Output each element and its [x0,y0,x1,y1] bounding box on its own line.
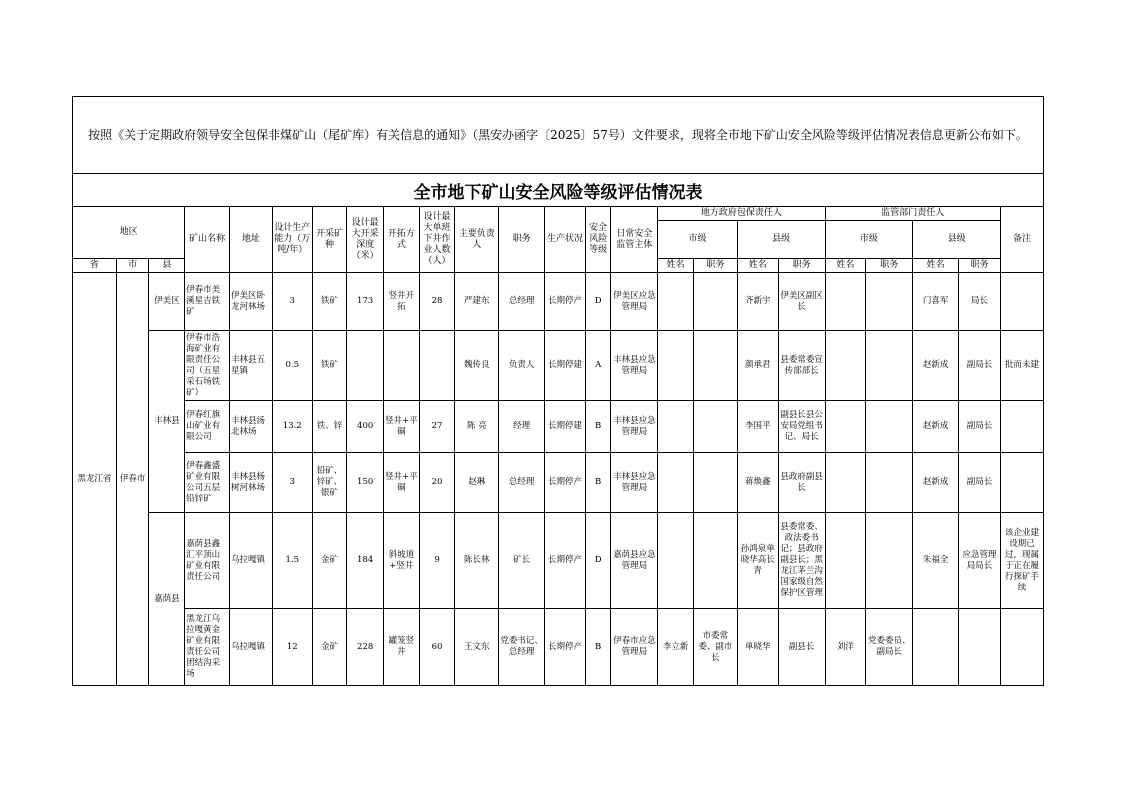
depth-cell: 150 [347,453,384,513]
header-gov-responsible: 地方政府包保责任人 [658,207,825,221]
dept-city-name-cell [825,453,866,513]
depth-cell: 173 [347,273,384,331]
address-cell: 乌拉嘎镇 [230,609,273,686]
header-dept-county-duty: 职务 [959,259,1001,273]
table-title: 全市地下矿山安全风险等级评估情况表 [72,174,1044,206]
mine-name-cell: 黑龙江乌拉嘎黄金矿业有限责任公司团结沟采场 [185,609,230,686]
method-cell [384,331,420,401]
risk-cell: A [585,331,610,401]
risk-cell: B [585,401,610,453]
dept-county-duty-cell: 副局长 [959,401,1001,453]
mineral-cell: 金矿 [312,609,347,686]
dept-city-duty-cell [866,453,913,513]
table-row [73,513,1044,609]
gov-city-name-cell [658,513,694,609]
method-cell: 罐笼竖井 [384,609,420,686]
header-city: 市 [116,259,149,273]
status-cell: 长期停建 [545,331,586,401]
risk-cell: B [585,609,610,686]
header-principal: 主要负责人 [455,207,499,273]
city-cell: 伊春市 [116,273,149,686]
mineral-cell: 铁矿 [312,331,347,401]
header-province: 省 [73,259,117,273]
regulator-cell: 丰林县应急管理局 [611,401,658,453]
risk-cell: D [585,513,610,609]
gov-city-name-cell [658,453,694,513]
header-county: 县 [149,259,185,273]
gov-city-duty-cell: 市委常委、副市长 [693,609,737,686]
intro-paragraph: 按照《关于定期政府领导安全包保非煤矿山（尾矿库）有关信息的通知》（黑安办函字〔2025〕57号）文件要求，现将全市地下矿山安全风险等级评估情况表信息更新公布如下。 [72,96,1044,174]
dept-county-duty-cell: 副局长 [959,453,1001,513]
header-status: 生产状况 [545,207,586,273]
mine-name-cell: 伊春红旗山矿业有限公司 [185,401,230,453]
header-gov-county-name: 姓名 [737,259,778,273]
dept-city-duty-cell [866,273,913,331]
principal-cell: 陈长林 [455,513,499,609]
dept-city-duty-cell: 党委委员、副局长 [866,609,913,686]
header-dept-county-name: 姓名 [913,259,959,273]
mineral-cell: 铁、锌 [312,401,347,453]
address-cell: 丰林县汤北林场 [230,401,273,453]
document-sheet [72,96,1044,686]
shift-cell: 9 [419,513,455,609]
gov-county-duty-cell: 县委常委、政法委书记；县政府副县长；黑龙江茅兰沟国家级自然保护区管理 [778,513,825,609]
position-cell: 总经理 [499,273,545,331]
table-row [73,453,1044,513]
mine-name-cell: 伊春鑫盛矿业有限公司五层铅锌矿 [185,453,230,513]
table-row [73,331,1044,401]
gov-city-name-cell [658,401,694,453]
header-dept-city-duty: 职务 [866,259,913,273]
regulator-cell: 丰林县应急管理局 [611,331,658,401]
gov-county-duty-cell: 副县长县公安局党组书记、局长 [778,401,825,453]
dept-county-duty-cell: 副局长 [959,331,1001,401]
dept-county-name-cell: 赵新成 [913,331,959,401]
status-cell: 长期停产 [545,513,586,609]
shift-cell: 28 [419,273,455,331]
dept-county-name-cell: 朱福全 [913,513,959,609]
risk-cell: B [585,453,610,513]
depth-cell: 184 [347,513,384,609]
header-capacity: 设计生产能力（万吨/年） [272,207,312,273]
header-region: 地区 [73,207,185,259]
gov-city-duty-cell [693,273,737,331]
header-dept-city-level: 市级 [825,221,913,259]
gov-county-name-cell: 孙鸿泉单晓华高长青 [737,513,778,609]
shift-cell: 20 [419,453,455,513]
table-row [73,609,1044,686]
principal-cell: 赵琳 [455,453,499,513]
dept-county-duty-cell [959,609,1001,686]
capacity-cell: 13.2 [272,401,312,453]
status-cell: 长期停产 [545,609,586,686]
capacity-cell: 3 [272,453,312,513]
status-cell: 长期停产 [545,273,586,331]
method-cell: 斜坡道+竖井 [384,513,420,609]
header-gov-city-duty: 职务 [693,259,737,273]
dept-city-name-cell [825,331,866,401]
gov-county-name-cell: 单晓华 [737,609,778,686]
position-cell: 党委书记、总经理 [499,609,545,686]
principal-cell: 王文东 [455,609,499,686]
dept-county-duty-cell: 应急管理局局长 [959,513,1001,609]
position-cell: 矿长 [499,513,545,609]
capacity-cell: 0.5 [272,331,312,401]
depth-cell: 228 [347,609,384,686]
table-row [73,273,1044,331]
gov-county-name-cell: 蒋焕鑫 [737,453,778,513]
gov-county-name-cell: 李国平 [737,401,778,453]
status-cell: 长期停产 [545,453,586,513]
dept-city-duty-cell [866,331,913,401]
mineral-cell: 金矿 [312,513,347,609]
remark-cell [1000,609,1043,686]
table-row [73,401,1044,453]
address-cell: 伊美区卧龙河林场 [230,273,273,331]
dept-county-name-cell: 门喜军 [913,273,959,331]
risk-cell: D [585,273,610,331]
header-dept-city-name: 姓名 [825,259,866,273]
regulator-cell: 嘉荫县应急管理局 [611,513,658,609]
dept-city-name-cell [825,273,866,331]
header-method: 开拓方式 [384,207,420,273]
mine-name-cell: 嘉荫县鑫汇平顶山矿业有限责任公司 [185,513,230,609]
header-gov-city-level: 市级 [658,221,738,259]
capacity-cell: 1.5 [272,513,312,609]
dept-city-name-cell [825,513,866,609]
remark-cell: 该企业建设期已过，现属于正在履行探矿手续 [1000,513,1043,609]
remark-cell [1000,273,1043,331]
remark-cell [1000,401,1043,453]
capacity-cell: 3 [272,273,312,331]
status-cell: 长期停建 [545,401,586,453]
method-cell: 竖井开拓 [384,273,420,331]
header-mineral: 开采矿种 [312,207,347,273]
regulator-cell: 伊美区应急管理局 [611,273,658,331]
mineral-cell: 铁矿 [312,273,347,331]
dept-city-duty-cell [866,513,913,609]
method-cell: 竖井+平硐 [384,401,420,453]
depth-cell: 400 [347,401,384,453]
gov-county-name-cell: 颜承君 [737,331,778,401]
gov-county-name-cell: 齐新宇 [737,273,778,331]
remark-cell [1000,453,1043,513]
regulator-cell: 丰林县应急管理局 [611,453,658,513]
gov-county-duty-cell: 副县长 [778,609,825,686]
mine-name-cell: 伊春市浩海矿业有限责任公司（五星采石场铁矿） [185,331,230,401]
gov-city-duty-cell [693,513,737,609]
method-cell: 竖井+平硐 [384,453,420,513]
gov-county-duty-cell: 县委常委宣传部部长 [778,331,825,401]
position-cell: 负责人 [499,331,545,401]
header-dept-responsible: 监管部门责任人 [825,207,1000,221]
dept-city-duty-cell [866,401,913,453]
gov-county-duty-cell: 县政府副县长 [778,453,825,513]
mineral-cell: 铅矿、锌矿、银矿 [312,453,347,513]
dept-city-name-cell: 刘洋 [825,609,866,686]
dept-city-name-cell [825,401,866,453]
gov-city-name-cell [658,331,694,401]
principal-cell: 严建东 [455,273,499,331]
remark-cell: 批而未建 [1000,331,1043,401]
county-cell: 丰林县 [149,331,185,513]
dept-county-duty-cell: 局长 [959,273,1001,331]
header-max-shift: 设计最大单班下井作业人数（人） [419,207,455,273]
header-address: 地址 [230,207,273,273]
header-gov-city-name: 姓名 [658,259,694,273]
capacity-cell: 12 [272,609,312,686]
address-cell: 乌拉嘎镇 [230,513,273,609]
dept-county-name-cell: 赵新成 [913,401,959,453]
address-cell: 丰林县五星镇 [230,331,273,401]
header-gov-county-level: 县级 [737,221,825,259]
gov-city-duty-cell [693,453,737,513]
county-cell: 伊美区 [149,273,185,331]
header-remark: 备注 [1000,207,1043,273]
shift-cell: 27 [419,401,455,453]
depth-cell [347,331,384,401]
mine-name-cell: 伊春市美溪星吉铁矿 [185,273,230,331]
gov-city-duty-cell [693,331,737,401]
gov-city-name-cell [658,273,694,331]
header-regulator: 日常安全监管主体 [611,207,658,273]
gov-county-duty-cell: 伊美区副区长 [778,273,825,331]
principal-cell: 魏传良 [455,331,499,401]
risk-assessment-table [72,206,1044,686]
dept-county-name-cell: 赵新成 [913,453,959,513]
county-cell: 嘉荫县 [149,513,185,686]
principal-cell: 陈 亮 [455,401,499,453]
shift-cell [419,331,455,401]
position-cell: 总经理 [499,453,545,513]
header-mine-name: 矿山名称 [185,207,230,273]
header-depth: 设计最大开采深度（米） [347,207,384,273]
regulator-cell: 伊春市应急管理局 [611,609,658,686]
dept-county-name-cell [913,609,959,686]
address-cell: 丰林县杨树河林场 [230,453,273,513]
position-cell: 经理 [499,401,545,453]
province-cell: 黑龙江省 [73,273,117,686]
header-risk: 安全风险等级 [585,207,610,273]
shift-cell: 60 [419,609,455,686]
header-gov-county-duty: 职务 [778,259,825,273]
header-position: 职务 [499,207,545,273]
header-dept-county-level: 县级 [913,221,1001,259]
gov-city-name-cell: 李立新 [658,609,694,686]
gov-city-duty-cell [693,401,737,453]
